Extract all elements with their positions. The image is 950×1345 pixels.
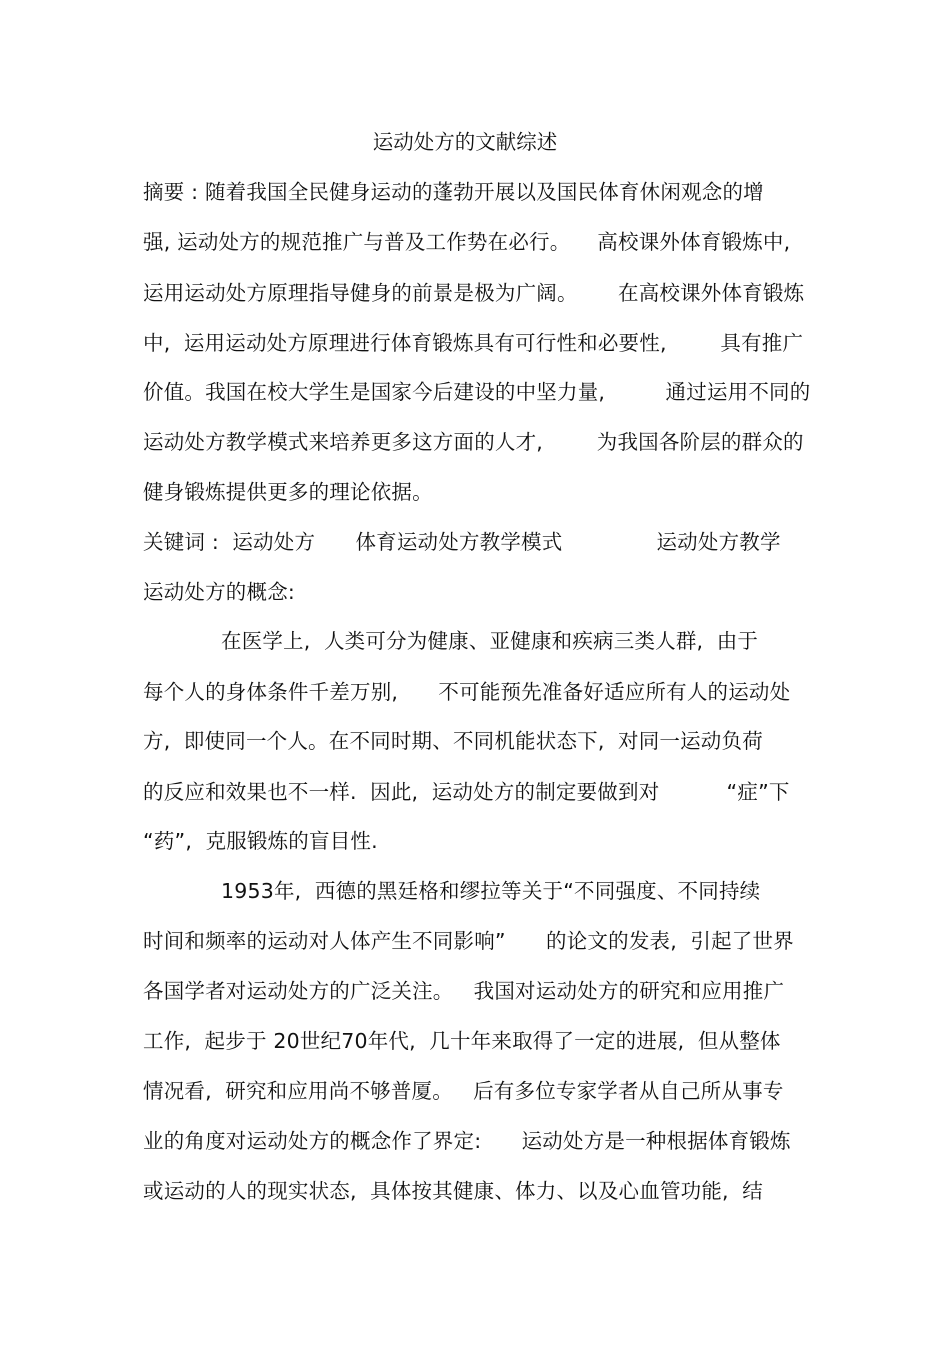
paragraph-line: 的反应和效果也不一样. 因此, 运动处方的制定要做到对 “症”下 <box>143 780 790 804</box>
paragraph-line: 业的角度对运动处方的概念作了界定: 运动处方是一种根据体育锻炼 <box>143 1129 791 1153</box>
paragraph-line: 工作, 起步于 20世纪70年代, 几十年来取得了一定的进展, 但从整体 <box>143 1029 781 1053</box>
paragraph-line: 在医学上, 人类可分为健康、亚健康和疾病三类人群, 由于 <box>221 629 759 653</box>
document-title: 运动处方的文献综述 <box>372 130 558 154</box>
paragraph-line: 1953年, 西德的黑廷格和缪拉等关于“不同强度、不同持续 <box>221 879 761 903</box>
paragraph-line: “药”, 克服锻炼的盲目性. <box>143 829 378 853</box>
keywords-line: 关键词 : 运动处方 体育运动处方教学模式 运动处方教学 <box>143 530 781 554</box>
abstract-line: 价值。我国在校大学生是国家今后建设的中坚力量, 通过运用不同的 <box>143 380 811 404</box>
paragraph-line: 方, 即使同一个人。在不同时期、不同机能状态下, 对同一运动负荷 <box>143 729 763 753</box>
abstract-line: 健身锻炼提供更多的理论依据。 <box>143 480 433 504</box>
paragraph-line: 或运动的人的现实状态, 具体按其健康、体力、以及心血管功能, 结 <box>143 1179 763 1203</box>
paragraph-line: 每个人的身体条件千差万别, 不可能预先准备好适应所有人的运动处 <box>143 680 791 704</box>
abstract-line: 运用运动处方原理指导健身的前景是极为广阔。 在高校课外体育锻炼 <box>143 281 805 305</box>
abstract-line: 强, 运动处方的规范推广与普及工作势在必行。 高校课外体育锻炼中, <box>143 230 791 254</box>
paragraph-line: 情况看, 研究和应用尚不够普厦。 后有多位专家学者从自己所从事专 <box>143 1079 784 1103</box>
abstract-line: 运动处方教学模式来培养更多这方面的人才, 为我国各阶层的群众的 <box>143 430 804 454</box>
abstract-line: 摘要 : 随着我国全民健身运动的蓬勃开展以及国民体育休闲观念的增 <box>143 180 764 204</box>
section-heading: 运动处方的概念: <box>143 580 296 604</box>
paragraph-line: 时间和频率的运动对人体产生不同影响” 的论文的发表, 引起了世界 <box>143 929 794 953</box>
paragraph-line: 各国学者对运动处方的广泛关注。 我国对运动处方的研究和应用推广 <box>143 979 785 1003</box>
abstract-line: 中, 运用运动处方原理进行体育锻炼具有可行性和必要性, 具有推广 <box>143 331 804 355</box>
